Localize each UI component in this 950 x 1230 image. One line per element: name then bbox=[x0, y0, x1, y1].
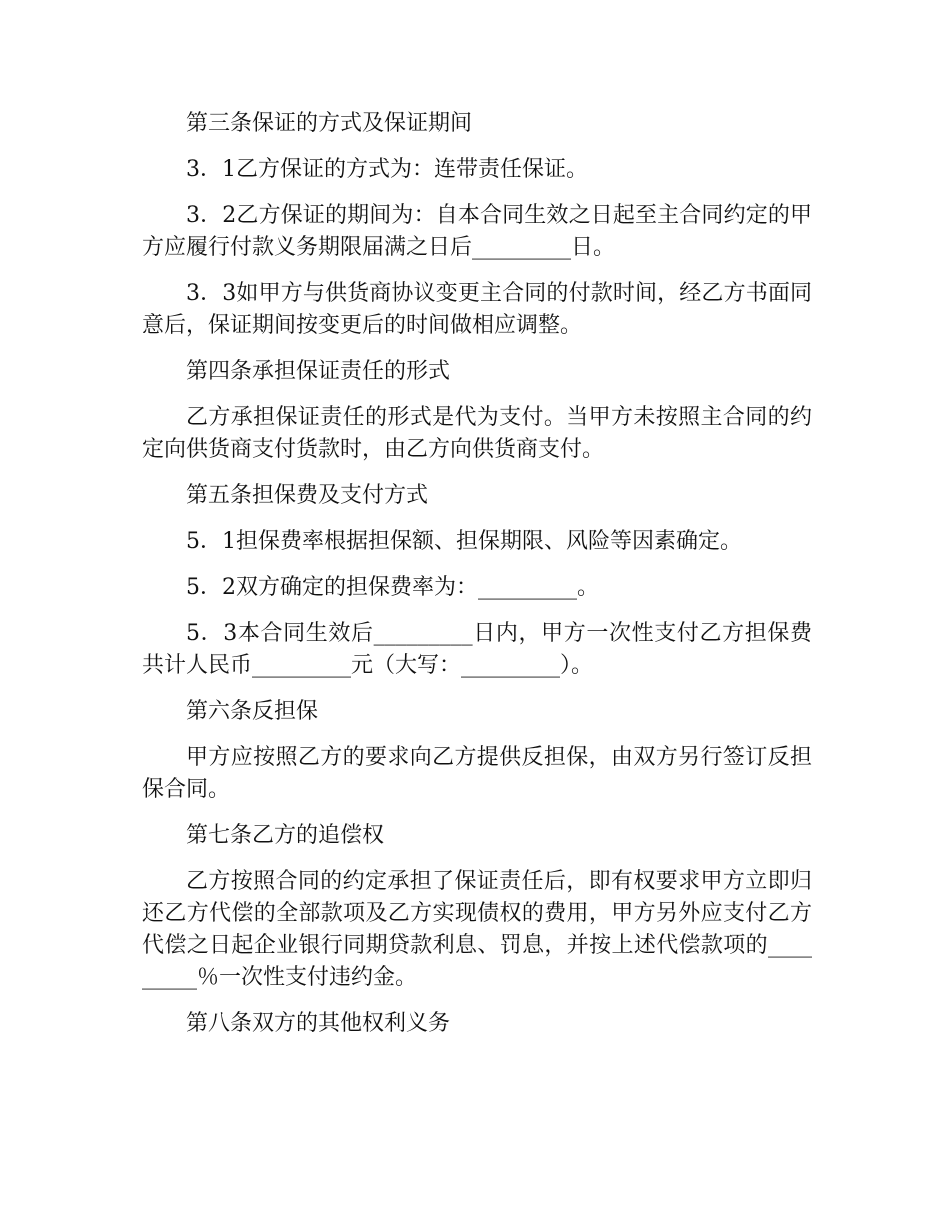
clause-5-3: 5．3本合同生效后_________日内，甲方一次性支付乙方担保费共计人民币_________元（大写：_________）。 bbox=[142, 621, 812, 678]
section-heading-7: 第七条乙方的追偿权 bbox=[186, 823, 385, 848]
document-body bbox=[142, 108, 812, 1054]
section-heading-6: 第六条反担保 bbox=[186, 699, 319, 724]
section-heading-4: 第四条承担保证责任的形式 bbox=[186, 359, 451, 384]
clause-5-2: 5．2双方确定的担保费率为：_________。 bbox=[186, 575, 599, 600]
clause-3-1: 3．1乙方保证的方式为：连带责任保证。 bbox=[186, 157, 588, 182]
clause-4-body: 乙方承担保证责任的形式是代为支付。当甲方未按照主合同的约定向供货商支付货款时，由乙方向供货商支付。 bbox=[142, 405, 812, 462]
clause-5-1: 5．1担保费率根据担保额、担保期限、风险等因素确定。 bbox=[186, 529, 742, 554]
clause-3-2: 3．2乙方保证的期间为：自本合同生效之日起至主合同约定的甲方应履行付款义务期限届满之日后_________日。 bbox=[142, 203, 812, 260]
section-heading-8: 第八条双方的其他权利义务 bbox=[186, 1011, 451, 1036]
clause-6-body: 甲方应按照乙方的要求向乙方提供反担保，由双方另行签订反担保合同。 bbox=[142, 745, 812, 802]
clause-3-3: 3．3如甲方与供货商协议变更主合同的付款时间，经乙方书面同意后，保证期间按变更后的时间做相应调整。 bbox=[142, 281, 812, 338]
section-heading-3: 第三条保证的方式及保证期间 bbox=[186, 111, 473, 136]
section-heading-5: 第五条担保费及支付方式 bbox=[186, 483, 429, 508]
clause-7-body: 乙方按照合同的约定承担了保证责任后，即有权要求甲方立即归还乙方代偿的全部款项及乙方实现债权的费用，甲方另外应支付乙方代偿之日起企业银行同期贷款利息、罚息，并按上述代偿款项的_________％一次性支付违约金。 bbox=[142, 869, 812, 990]
